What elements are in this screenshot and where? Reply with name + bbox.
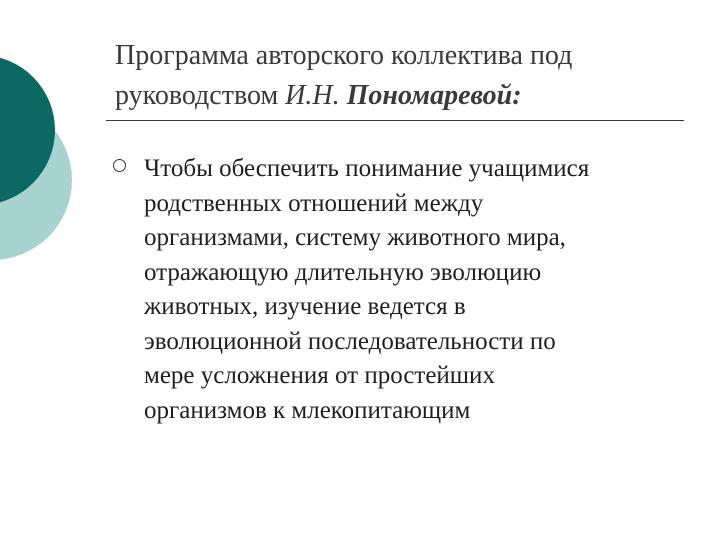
bullet-text: Чтобы обеспечить понимание учащимися родственных отношений между организмами, систему животного мира, отражающую длительную эволюцию животных, изучение ведется в эволюционной последовательности по мере усложнения от простейших организмов к млекопитающим	[144, 155, 590, 424]
bullet-item	[113, 152, 693, 428]
title-line-2-prefix: руководством	[115, 80, 286, 111]
title-line-1: Программа авторского коллектива под	[115, 40, 573, 71]
author-initials: И.Н.	[285, 80, 340, 111]
hollow-circle-bullet-icon	[113, 159, 126, 172]
decorative-circles	[0, 0, 110, 300]
slide-title	[115, 36, 695, 116]
title-divider	[106, 120, 684, 121]
author-surname: Пономаревой:	[346, 80, 522, 111]
